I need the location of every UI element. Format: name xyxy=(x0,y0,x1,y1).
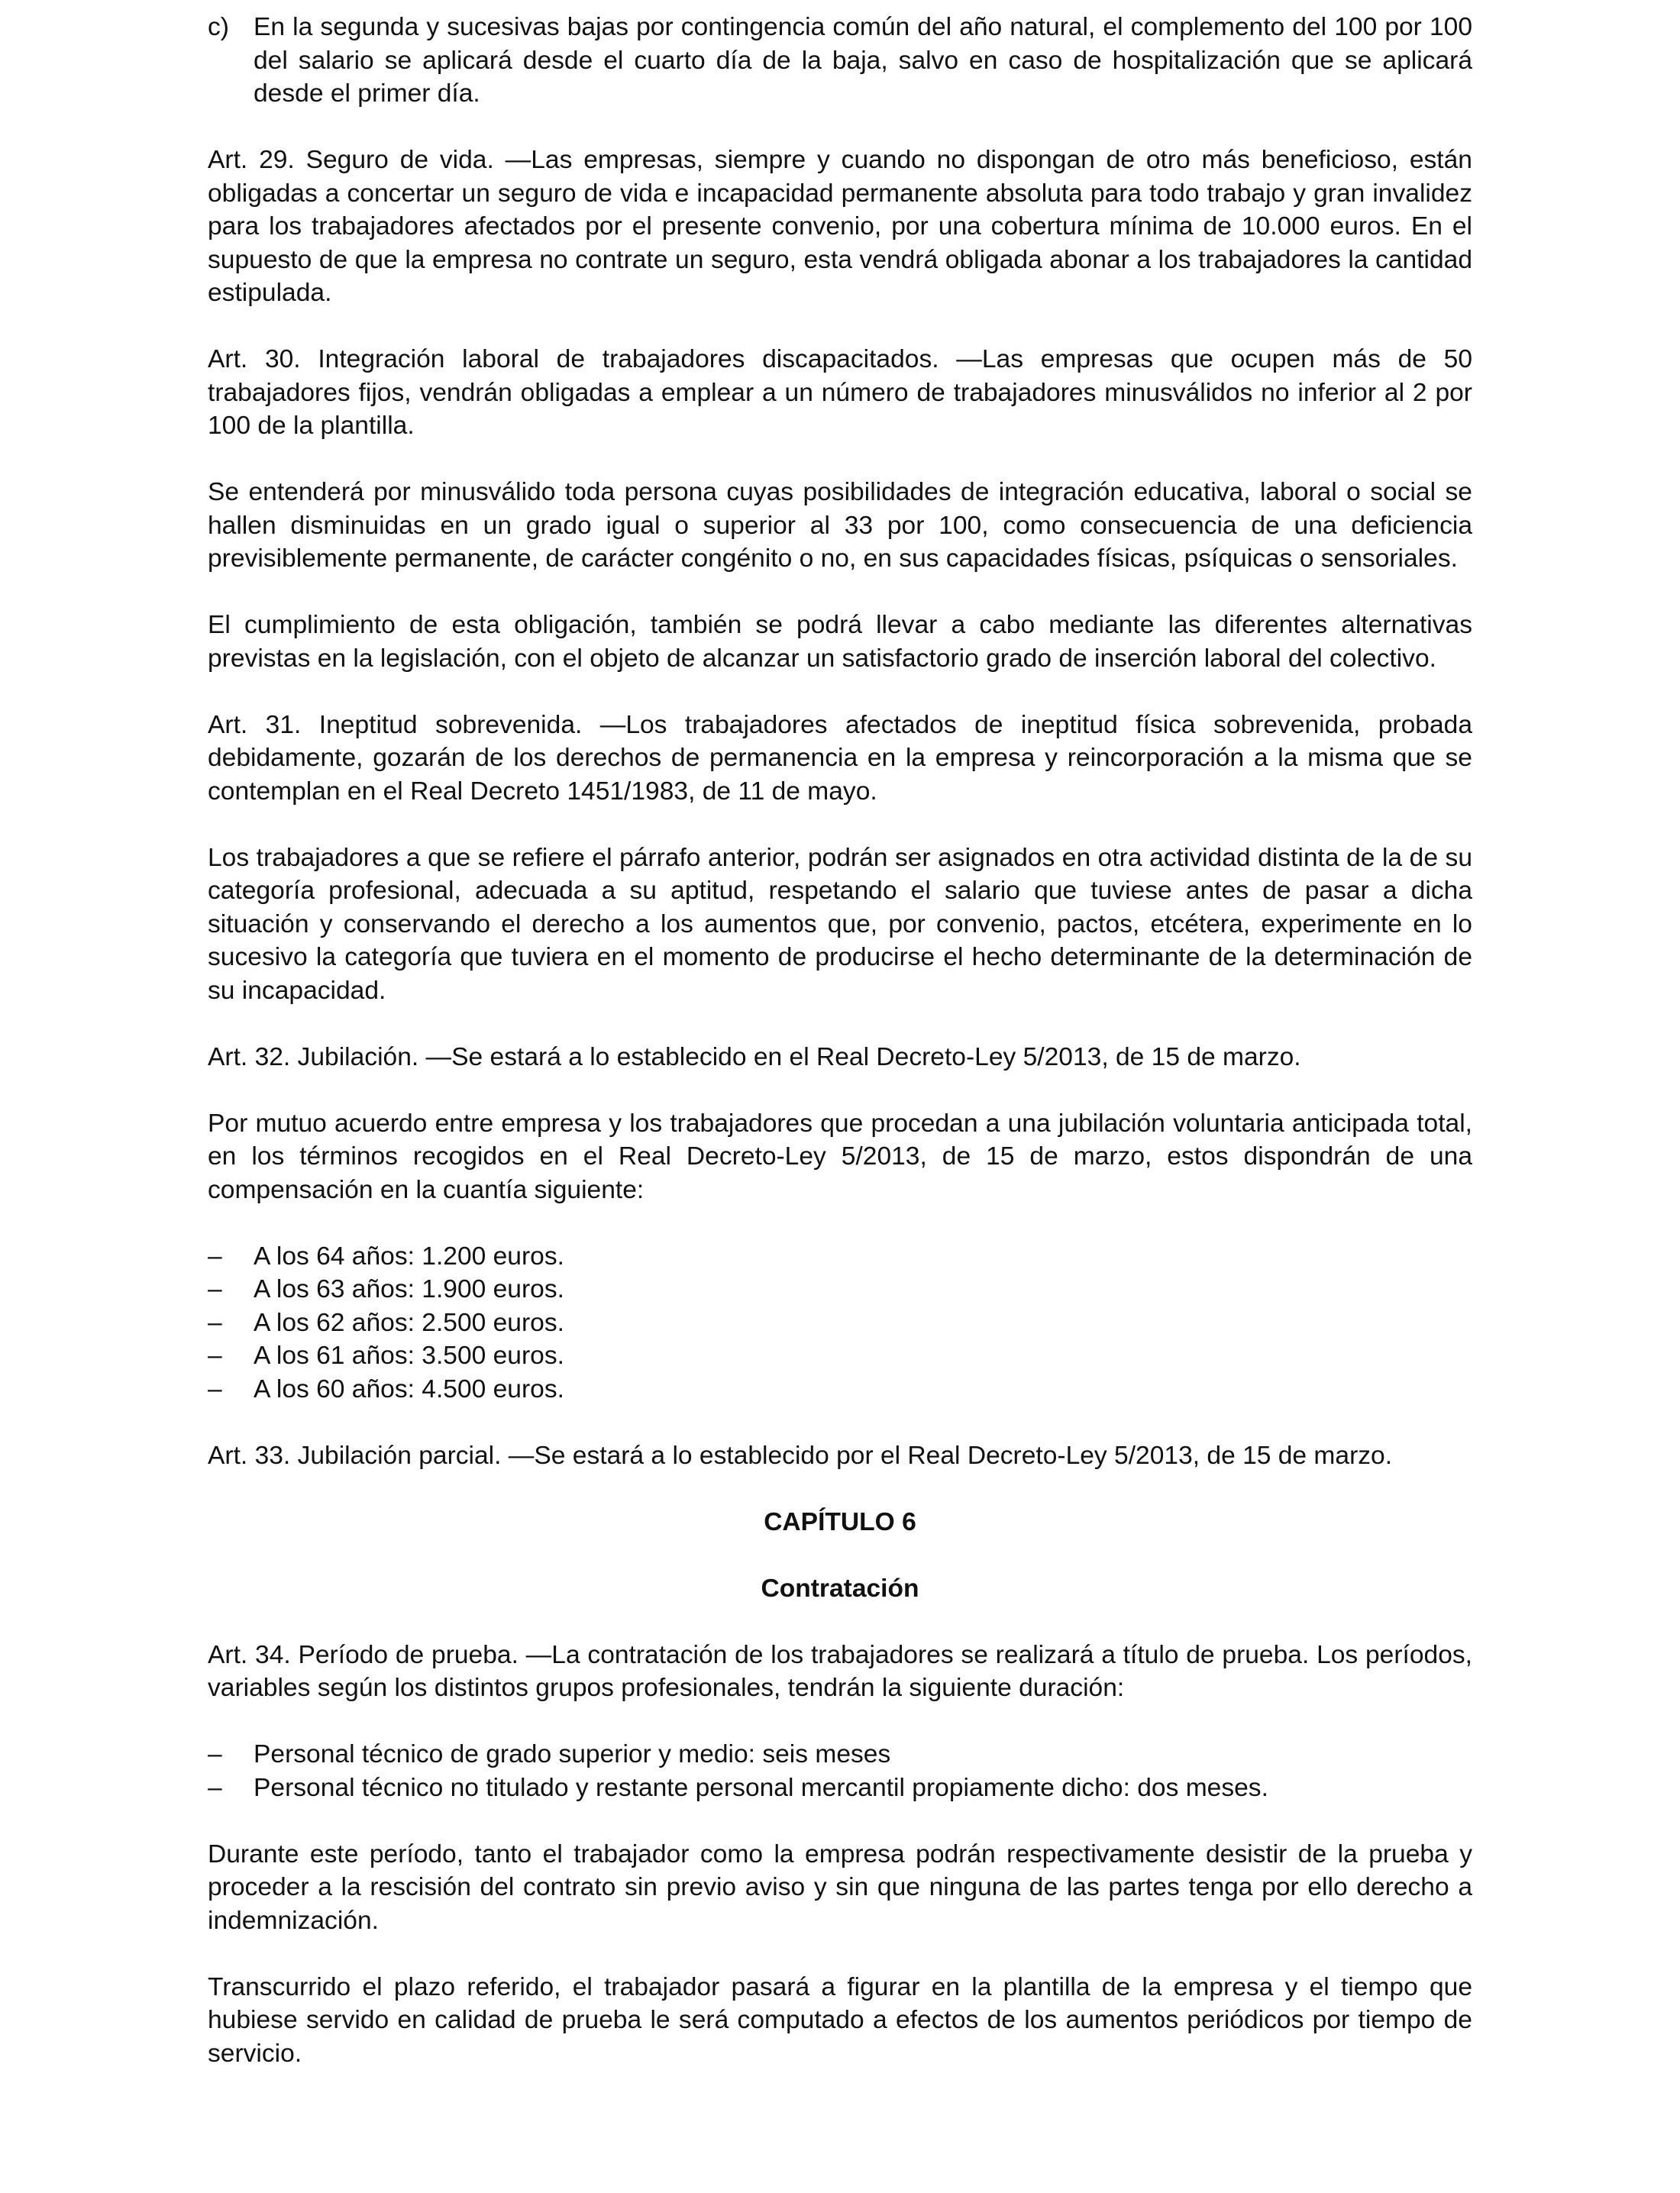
paragraph-durante-periodo: Durante este período, tanto el trabajador como la empresa podrán respectivamente desistir de la prueba y proceder a la rescisión del contrato sin previo aviso y sin que ninguna de las partes tenga por ello derecho a indemnización. xyxy=(208,1839,1472,1935)
paragraph-art-34: Art. 34. Período de prueba. —La contratación de los trabajadores se realizará a título de prueba. Los períodos, variables según los distintos grupos profesionales, tendrán la siguiente duración: xyxy=(208,1640,1472,1702)
dash-marker: – xyxy=(208,1308,222,1337)
list-item-c xyxy=(208,11,1472,111)
paragraph-art-30: Art. 30. Integración laboral de trabajadores discapacitados. —Las empresas que ocupen más de 50 trabajadores fijos, vendrán obligadas a emplear a un número de trabajadores minusválidos no inferior al 2 por 100 de la plantilla. xyxy=(208,345,1472,440)
dash-marker: – xyxy=(208,1740,222,1768)
list-item: – Personal técnico no titulado y restante personal mercantil propiamente dicho: dos meses. xyxy=(208,1772,1472,1805)
chapter-number: CAPÍTULO 6 xyxy=(764,1507,916,1536)
list-item: – A los 60 años: 4.500 euros. xyxy=(208,1373,1472,1407)
list-jubilacion xyxy=(208,1240,1472,1407)
dash-marker: – xyxy=(208,1342,222,1370)
list-item: – Personal técnico de grado superior y medio: seis meses xyxy=(208,1738,1472,1772)
list-prueba xyxy=(208,1738,1472,1804)
dash-marker: – xyxy=(208,1242,222,1271)
dash-marker: – xyxy=(208,1773,222,1802)
paragraph-art-29: Art. 29. Seguro de vida. —Las empresas, siempre y cuando no dispongan de otro más beneficioso, están obligadas a concertar un seguro de vida e incapacidad permanente absoluta para todo trabajo y gran invalidez para los trabajadores afectados por el presente convenio, por una cobertura mínima de 10.000 euros. En el supuesto de que la empresa no contrate un seguro, esta vendrá obligada abonar a los trabajadores la cantidad estipulada. xyxy=(208,146,1472,307)
paragraph-trabajadores-asignados: Los trabajadores a que se refiere el párrafo anterior, podrán ser asignados en otra actividad distinta de la de su categoría profesional, adecuada a su aptitud, respetando el salario que tuviese antes de pasar a dicha situación y conservando el derecho a los aumentos que, por convenio, pactos, etcétera, experimente en lo sucesivo la categoría que tuviera en el momento de producirse el hecho determinante de la determinación de su incapacidad. xyxy=(208,843,1472,1005)
paragraph-cumplimiento: El cumplimiento de esta obligación, también se podrá llevar a cabo mediante las diferentes alternativas previstas en la legislación, con el objeto de alcanzar un satisfactorio grado de inserción laboral del colectivo. xyxy=(208,611,1472,673)
paragraph-mutuo-acuerdo: Por mutuo acuerdo entre empresa y los trabajadores que procedan a una jubilación voluntaria anticipada total, en los términos recogidos en el Real Decreto-Ley 5/2013, de 15 de marzo, estos dispondrán de una compensación en la cuantía siguiente: xyxy=(208,1109,1472,1204)
paragraph-transcurrido-plazo: Transcurrido el plazo referido, el trabajador pasará a figurar en la plantilla de la empresa y el tiempo que hubiese servido en calidad de prueba le será computado a efectos de los aumentos periódicos por tiempo de servicio. xyxy=(208,1972,1472,2068)
dash-marker: – xyxy=(208,1374,222,1403)
item-text: En la segunda y sucesivas bajas por contingencia común del año natural, el complemento del 100 por 100 del salario se aplicará desde el cuarto día de la baja, salvo en caso de hospitalización que se aplicará desde el primer día. xyxy=(254,13,1472,108)
dash-marker: – xyxy=(208,1275,222,1303)
paragraph-art-31: Art. 31. Ineptitud sobrevenida. —Los trabajadores afectados de ineptitud física sobrevenida, probada debidamente, gozarán de los derechos de permanencia en la empresa y reincorporación a la misma que se contemplan en el Real Decreto 1451/1983, de 11 de mayo. xyxy=(208,710,1472,806)
paragraph-art-32: Art. 32. Jubilación. —Se estará a lo establecido en el Real Decreto-Ley 5/2013, de 15 de marzo. xyxy=(208,1042,1301,1071)
item-marker: c) xyxy=(208,13,229,41)
paragraph-art-33: Art. 33. Jubilación parcial. —Se estará a lo establecido por el Real Decreto-Ley 5/2013, de 15 de marzo. xyxy=(208,1441,1393,1470)
list-item: – A los 62 años: 2.500 euros. xyxy=(208,1306,1472,1340)
paragraph-minusvalido: Se entenderá por minusválido toda persona cuyas posibilidades de integración educativa, laboral o social se hallen disminuidas en un grado igual o superior al 33 por 100, como consecuencia de una deficiencia previsiblemente permanente, de carácter congénito o no, en sus capacidades físicas, psíquicas o sensoriales. xyxy=(208,478,1472,573)
list-item: – A los 64 años: 1.200 euros. xyxy=(208,1240,1472,1274)
list-item: – A los 61 años: 3.500 euros. xyxy=(208,1339,1472,1373)
chapter-title: Contratación xyxy=(761,1574,919,1603)
list-item: – A los 63 años: 1.900 euros. xyxy=(208,1273,1472,1306)
